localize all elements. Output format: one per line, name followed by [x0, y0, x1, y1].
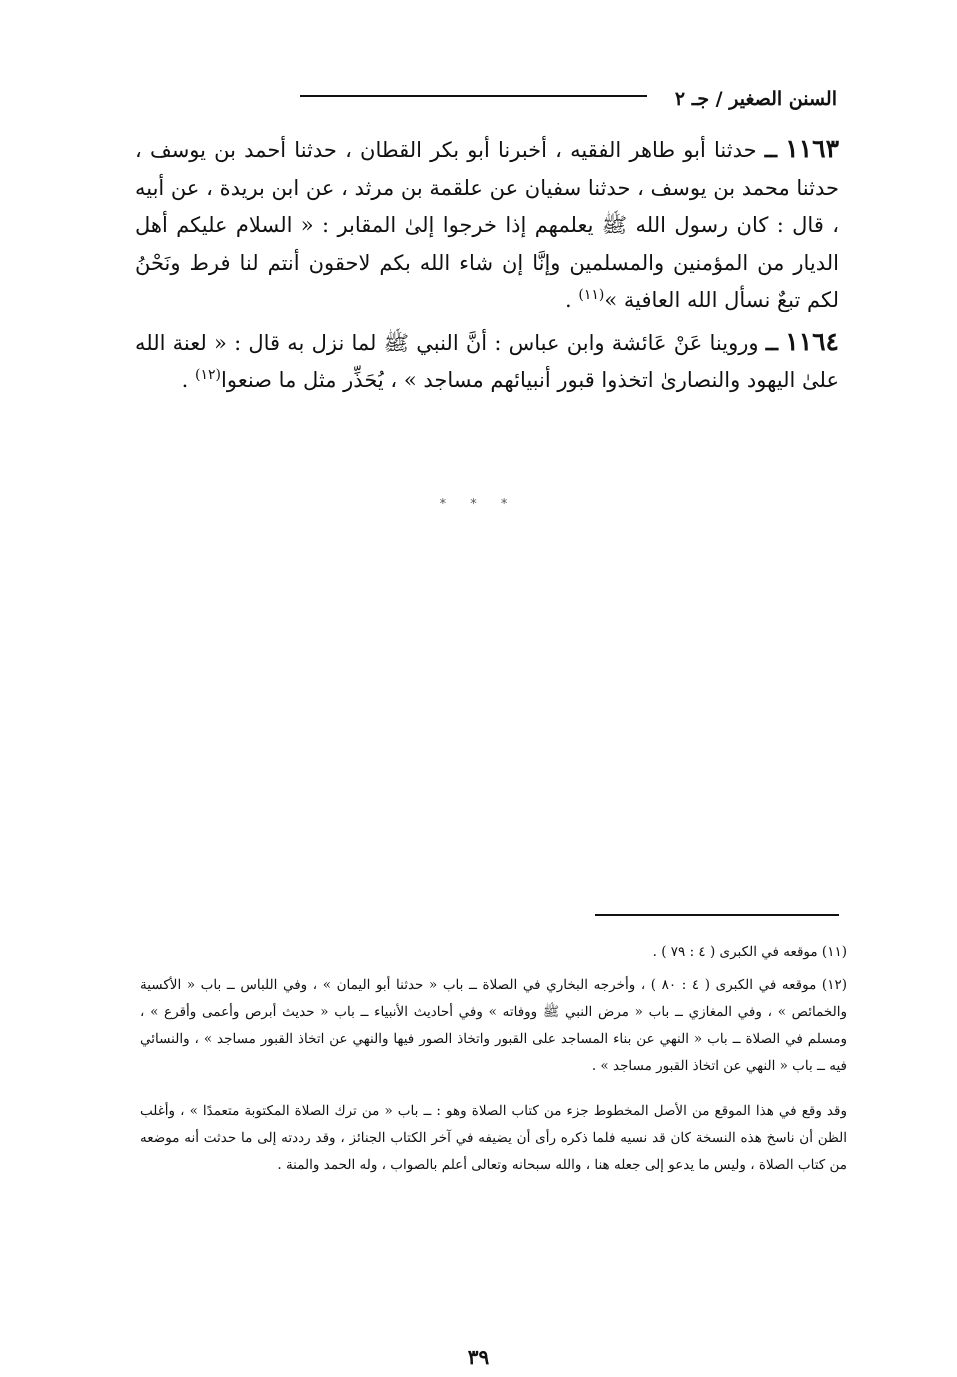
footnote-ref-11[interactable]: (١١)	[578, 287, 605, 303]
header-rule	[300, 95, 647, 97]
hadith-text: حدثنا أبو طاهر الفقيه ، أخبرنا أبو بكر القطان ، حدثنا أحمد بن يوسف ، حدثنا محمد بن يوسف ، حدثنا سفيان عن علقمة بن مرثد ، عن ابن بريدة ، عن أبيه ، قال : كان رسول الله ﷺ يعلمهم إذا خرجوا إلىٰ المقابر : « السلام عليكم أهل الديار من المؤمنين والمسلمين وإنَّا إن شاء الله بكم لاحقون أنتم لنا فرط ونَحْنُ لكم تبعٌ نسأل الله العافية »	[134, 138, 839, 312]
hadith-1163	[135, 130, 839, 320]
running-title: السنن الصغير / جـ ٢	[674, 88, 837, 110]
footnote-11: (١١) موقعه في الكبرى ( ٤ : ٧٩ ) .	[652, 944, 847, 960]
footnotes	[140, 939, 847, 1185]
hadith-1164	[135, 323, 839, 400]
editor-note: وقد وقع في هذا الموقع من الأصل المخطوط جزء من كتاب الصلاة وهو : ــ باب « من ترك الصلاة المكتوبة متعمدًا » ، وأغلب الظن أن ناسخ هذه النسخة كان قد نسيه فلما ذكره رأى أن يضيفه في آخر الكتاب الجنائز ، وقد رددته إلى ما حدثت أنه موضعه من كتاب الصلاة ، وليس ما يدعو إلى جعله هنا ، والله سبحانه وتعالى أعلم بالصواب ، وله الحمد والمنة .	[140, 1103, 847, 1173]
hadith-number: ١١٦٣	[785, 134, 839, 163]
footnote-ref-12[interactable]: (١٢)	[195, 367, 222, 383]
hadith-dash: ــ	[764, 137, 778, 162]
footnote-rule	[595, 914, 839, 916]
main-text	[135, 130, 839, 403]
hadith-number: ١١٦٤	[785, 326, 839, 356]
footnote-12: (١٢) موقعه في الكبرى ( ٤ : ٨٠ ) ، وأخرجه البخاري في الصلاة ــ باب « حدثنا أبو اليمان » ، وفي اللباس ــ باب « الأكسية والخمائص » ، وفي المغازي ــ باب « مرض النبي ﷺ ووفاته » وفي أحاديث الأنبياء ــ باب « حديث أبرص وأعمى وأقرع » ، ومسلم في الصلاة ــ باب « النهي عن بناء المساجد على القبور واتخاذ الصور فيها والنهي عن اتخاذ القبور مساجد » ، والنسائي فيه ــ باب « النهي عن اتخاذ القبور مساجد » .	[140, 977, 848, 1074]
hadith-end: .	[181, 368, 196, 392]
page-number: ٣٩	[467, 1345, 490, 1369]
section-separator: * * *	[439, 497, 518, 512]
hadith-end: .	[565, 288, 579, 312]
running-header	[130, 88, 837, 118]
hadith-text: وروينا عَنْ عَائشة وابن عباس : أنَّ النبي ﷺ لما نزل به قال : « لعنة الله علىٰ اليهود والنصارىٰ اتخذوا قبور أنبيائهم مساجد » ، يُحَذِّر مثل ما صنعوا	[135, 330, 839, 392]
hadith-dash: ــ	[765, 329, 779, 355]
